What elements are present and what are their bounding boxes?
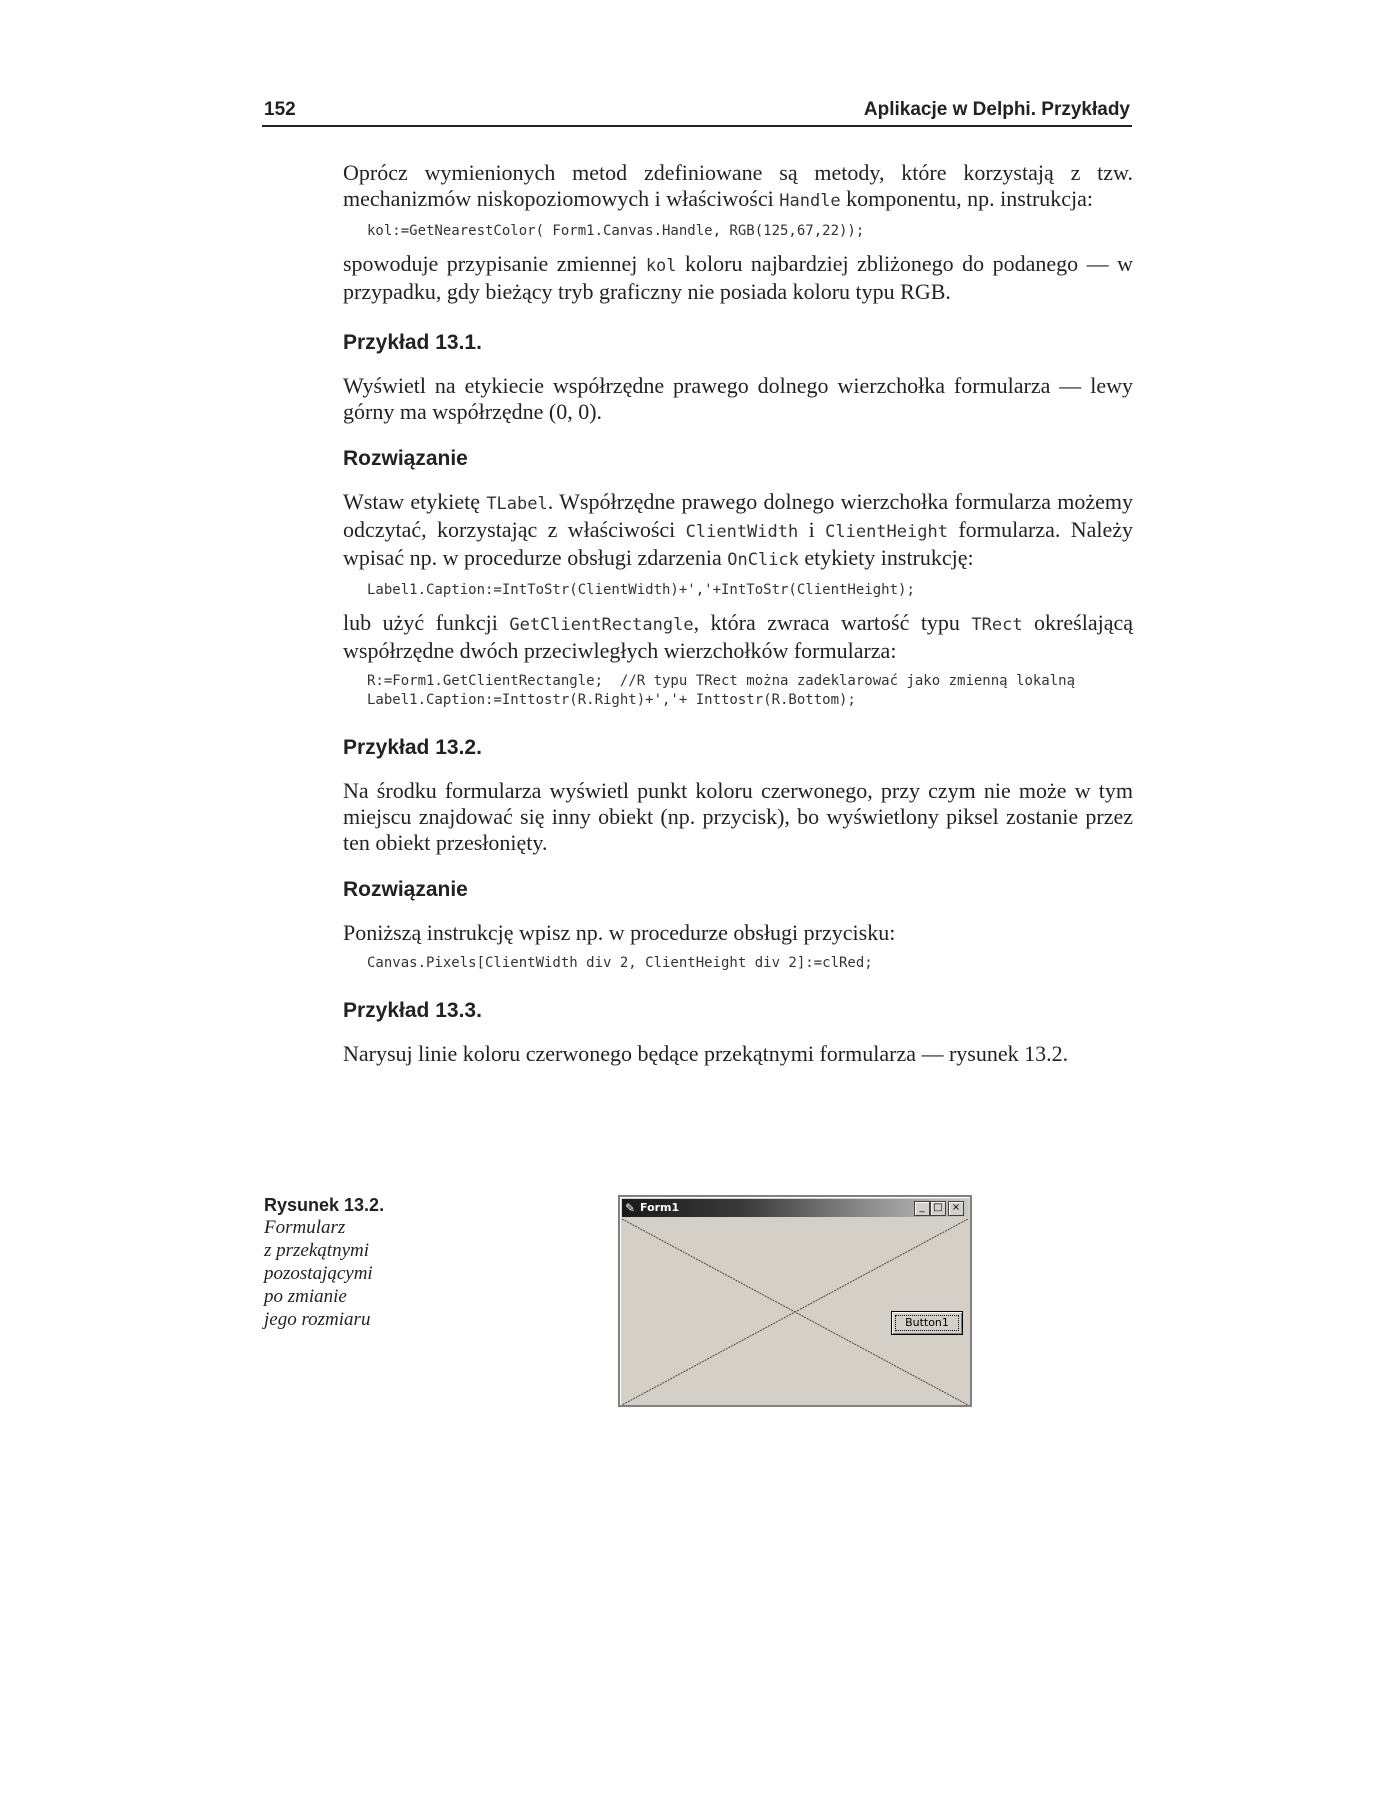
- form1-window: [618, 1195, 972, 1407]
- book-title: Aplikacje w Delphi. Przykłady: [863, 99, 1130, 120]
- button1[interactable]: Button1: [891, 1311, 963, 1335]
- code-getclientrectangle: R:=Form1.GetClientRectangle; //R typu TRect można zadeklarować jako zmienną lokalną Label1.Caption:=Inttostr(R.Right)+','+ Inttostr(R.Bottom);: [367, 673, 1076, 708]
- example-13-2-solution: Poniższą instrukcję wpisz np. w procedurze obsługi przycisku:: [343, 920, 896, 945]
- window-title: Form1: [640, 1201, 680, 1214]
- intro-paragraph-2: spowoduje przypisanie zmiennej kol koloru najbardziej zbliżonego do podanego — w przypadku, gdy bieżący tryb graficzny nie posiada koloru typu RGB.: [343, 251, 1133, 304]
- code-label-caption: Label1.Caption:=IntToStr(ClientWidth)+','+IntToStr(ClientHeight);: [367, 582, 915, 598]
- delphi-form-icon: ✎: [625, 1201, 636, 1215]
- example-13-3-task: Narysuj linie koloru czerwonego będące przekątnymi formularza — rysunek 13.2.: [343, 1041, 1069, 1066]
- example-13-1-heading: Przykład 13.1.: [343, 331, 482, 354]
- window-titlebar[interactable]: [622, 1199, 968, 1217]
- code-canvas-pixels: Canvas.Pixels[ClientWidth div 2, ClientHeight div 2]:=clRed;: [367, 955, 873, 971]
- figure-caption-title: Rysunek 13.2.: [264, 1195, 385, 1215]
- close-icon[interactable]: ×: [948, 1201, 964, 1216]
- button-focus-rect: [895, 1315, 959, 1331]
- example-13-3-heading: Przykład 13.3.: [343, 999, 482, 1022]
- figure-caption: Rysunek 13.2. Formularz z przekątnymi pozostającymi po zmianie jego rozmiaru: [264, 1195, 424, 1331]
- page-content: [343, 160, 1133, 1067]
- solution-heading-1: Rozwiązanie: [343, 447, 468, 470]
- code-getnearestcolor: kol:=GetNearestColor( Form1.Canvas.Handle, RGB(125,67,22));: [367, 223, 865, 239]
- page-header: [262, 95, 1132, 127]
- example-13-2-task: Na środku formularza wyświetl punkt koloru czerwonego, przy czym nie może w tym miejscu znajdować się inny obiekt (np. przycisk), bo wyświetlony piksel zostanie przez ten obiekt przesłonięty.: [343, 778, 1133, 855]
- maximize-icon[interactable]: □: [930, 1201, 946, 1216]
- intro-paragraph: Oprócz wymienionych metod zdefiniowane są metody, które korzystają z tzw. mechanizmów niskopoziomowych i właściwości Handle komponentu, np. instrukcja:: [343, 160, 1133, 211]
- example-13-2-heading: Przykład 13.2.: [343, 736, 482, 759]
- form-client-area: [622, 1219, 968, 1403]
- example-13-1-solution: Wstaw etykietę TLabel. Współrzędne prawego dolnego wierzchołka formularza możemy odczytać, korzystając z właściwości ClientWidth i ClientHeight formularza. Należy wpisać np. w procedurze obsługi zdarzenia OnClick etykiety instrukcję:: [343, 489, 1133, 570]
- minimize-icon[interactable]: _: [914, 1201, 930, 1216]
- example-13-1-task: Wyświetl na etykiecie współrzędne prawego dolnego wierzchołka formularza — lewy górny ma współrzędne (0, 0).: [343, 373, 1133, 424]
- solution-heading-2: Rozwiązanie: [343, 878, 468, 901]
- example-13-1-alternative: lub użyć funkcji GetClientRectangle, która zwraca wartość typu TRect określającą współrzędne dwóch przeciwległych wierzchołków formularza:: [343, 610, 1133, 663]
- page-number: 152: [264, 99, 296, 120]
